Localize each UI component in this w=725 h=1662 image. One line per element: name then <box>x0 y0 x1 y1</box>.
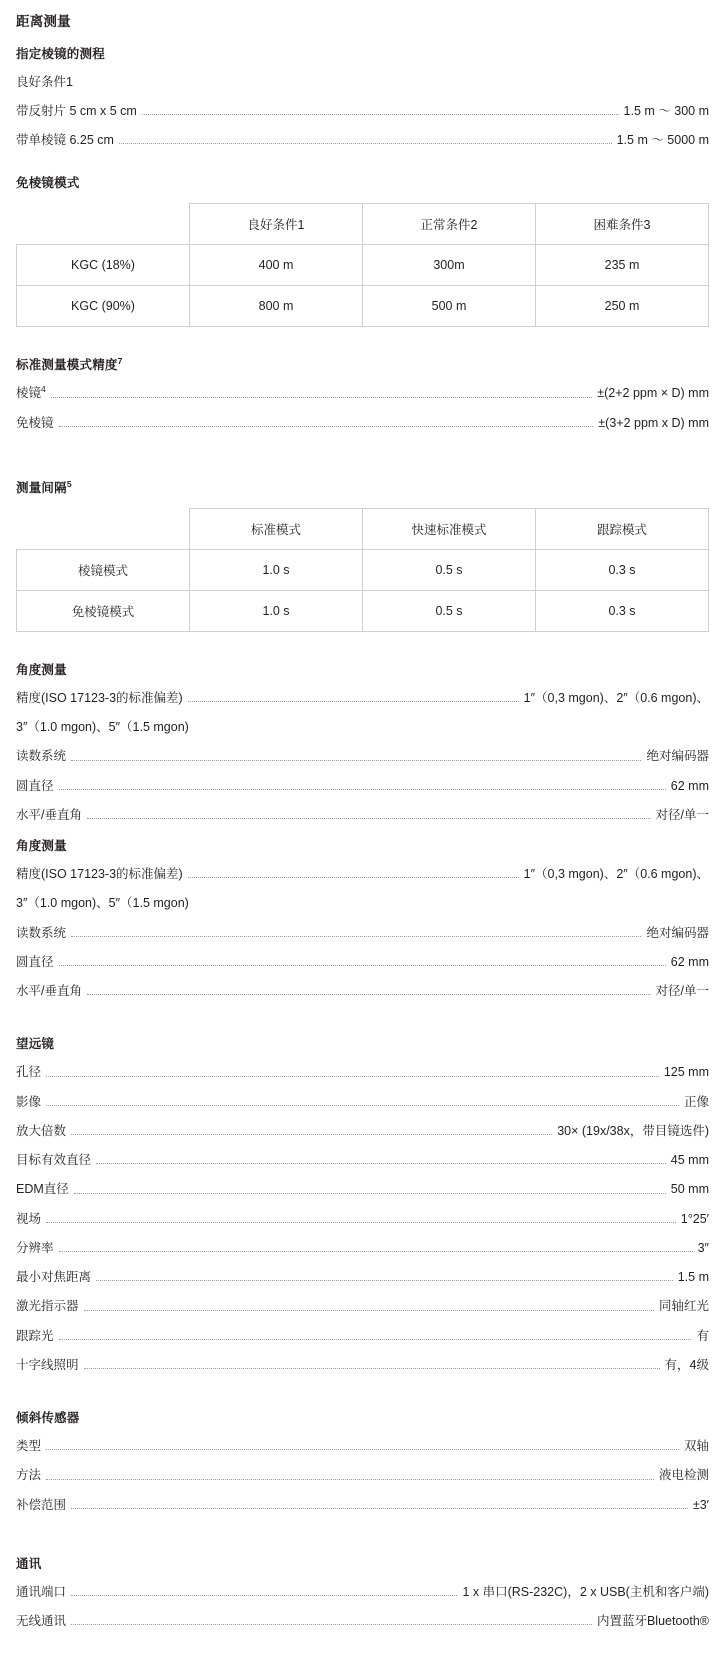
spec-label: 带反射片 5 cm x 5 cm <box>16 103 137 118</box>
table-cell: 500 m <box>363 286 536 327</box>
spec-value: 对径/单一 <box>655 984 709 999</box>
spec-row <box>16 132 709 148</box>
table-header-cell: 正常条件2 <box>363 204 536 245</box>
spec-row <box>16 1123 709 1139</box>
spec-row <box>16 1584 709 1600</box>
leader-dots <box>87 993 651 995</box>
spec-row <box>16 103 709 119</box>
spec-label: 孔径 <box>16 1065 42 1080</box>
leader-dots <box>71 1623 592 1625</box>
spec-label: 通讯端口 <box>16 1584 67 1599</box>
table-cell: 400 m <box>190 245 363 286</box>
spec-value: 1″（0,3 mgon)、2″（0.6 mgon)、 <box>523 690 709 705</box>
spec-value: ±3′ <box>692 1497 709 1512</box>
spec-value: 1 x 串口(RS-232C)，2 x USB(主机和客户端) <box>462 1584 709 1599</box>
spec-label: 精度(ISO 17123-3的标准偏差) <box>16 867 183 882</box>
spec-label: 目标有效直径 <box>16 1153 92 1168</box>
leader-dots <box>71 759 641 761</box>
table-cell: 0.3 s <box>536 590 709 631</box>
spec-value: 45 mm <box>670 1153 709 1168</box>
spec-value: 1°25′ <box>680 1211 709 1226</box>
spec-value: 有 <box>696 1328 709 1343</box>
spec-label: 免棱镜 <box>16 415 54 430</box>
spec-row <box>16 983 709 999</box>
spec-value: 绝对编码器 <box>646 749 709 764</box>
spec-row <box>16 1094 709 1110</box>
section-heading-accuracy-text: 标准测量模式精度 <box>16 358 118 373</box>
table-cell: 0.3 s <box>536 549 709 590</box>
spec-row <box>16 1328 709 1344</box>
spec-label: 水平/垂直角 <box>16 807 82 822</box>
spec-row <box>16 748 709 764</box>
spec-row <box>16 1181 709 1197</box>
leader-dots <box>46 1478 654 1480</box>
spec-label: 分辨率 <box>16 1240 54 1255</box>
table-row-label: 棱镜模式 <box>17 549 190 590</box>
table-cell: 1.0 s <box>190 549 363 590</box>
spec-row <box>16 690 709 706</box>
spec-label: 方法 <box>16 1468 42 1483</box>
table-header-cell: 困难条件3 <box>536 204 709 245</box>
spec-value: 62 mm <box>670 778 709 793</box>
spec-value: 绝对编码器 <box>646 925 709 940</box>
spec-label: 补偿范围 <box>16 1497 67 1512</box>
spec-value: ±(2+2 ppm × D) mm <box>597 386 709 401</box>
spec-row <box>16 1240 709 1256</box>
spec-label: 放大倍数 <box>16 1123 67 1138</box>
table-cell: 1.0 s <box>190 590 363 631</box>
reflectorless-table <box>16 203 709 327</box>
section-heading-accuracy <box>16 355 709 373</box>
leader-dots <box>46 1221 676 1223</box>
table-row <box>17 245 709 286</box>
leader-dots <box>96 1162 666 1164</box>
spec-value: 1.5 m <box>677 1270 709 1285</box>
leader-dots <box>46 1075 659 1077</box>
table-row-label: 免棱镜模式 <box>17 590 190 631</box>
spec-value: 1″（0,3 mgon)、2″（0.6 mgon)、 <box>523 867 709 882</box>
table-row <box>17 286 709 327</box>
table-header-row <box>17 508 709 549</box>
spec-value-continuation: 3″（1.0 mgon)、5″（1.5 mgon) <box>16 720 189 735</box>
leader-dots <box>59 964 666 966</box>
spec-label: 圆直径 <box>16 778 54 793</box>
spec-label: 跟踪光 <box>16 1328 54 1343</box>
spec-label: 读数系统 <box>16 925 67 940</box>
leader-dots <box>59 1338 692 1340</box>
spec-row <box>16 954 709 970</box>
leader-dots <box>59 425 594 427</box>
table-header-row <box>17 204 709 245</box>
footnote-marker: 4 <box>41 384 46 395</box>
spec-value: 同轴红光 <box>658 1299 709 1314</box>
spec-row <box>16 385 709 401</box>
spec-label: 影像 <box>16 1094 42 1109</box>
spec-row <box>16 415 709 431</box>
page-title: 距离测量 <box>16 14 71 29</box>
leader-dots <box>51 396 593 398</box>
leader-dots <box>71 935 641 937</box>
leader-dots <box>46 1104 679 1106</box>
spec-row <box>16 1497 709 1513</box>
spec-value: 125 mm <box>663 1065 709 1080</box>
spec-label: 圆直径 <box>16 954 54 969</box>
table-corner-cell <box>17 508 190 549</box>
table-header-cell: 良好条件1 <box>190 204 363 245</box>
table-row <box>17 549 709 590</box>
leader-dots <box>188 700 519 702</box>
leader-dots <box>188 876 519 878</box>
table-header-cell: 跟踪模式 <box>536 508 709 549</box>
spec-row <box>16 778 709 794</box>
prism-condition-note: 良好条件1 <box>16 75 73 89</box>
section-heading-reflectorless: 免棱镜模式 <box>16 176 80 191</box>
section-heading-angle-2: 角度测量 <box>16 839 67 854</box>
spec-row <box>16 1152 709 1168</box>
spec-row <box>16 1064 709 1080</box>
spec-label: 读数系统 <box>16 749 67 764</box>
spec-row <box>16 1438 709 1454</box>
spec-value: ±(3+2 ppm x D) mm <box>598 415 709 430</box>
leader-dots <box>96 1279 673 1281</box>
spec-row <box>16 1298 709 1314</box>
spec-value: 有，4级 <box>664 1357 709 1372</box>
spec-label: EDM直径 <box>16 1182 69 1197</box>
leader-dots <box>119 142 612 144</box>
spec-value: 3″ <box>697 1240 709 1255</box>
table-cell: 250 m <box>536 286 709 327</box>
spec-row <box>16 925 709 941</box>
spec-label: 视场 <box>16 1211 42 1226</box>
spec-value: 对径/单一 <box>655 807 709 822</box>
spec-value: 62 mm <box>670 954 709 969</box>
spec-label: 无线通讯 <box>16 1614 67 1629</box>
spec-row <box>16 1269 709 1285</box>
leader-dots <box>71 1133 552 1135</box>
spec-row <box>16 1467 709 1483</box>
spec-label: 激光指示器 <box>16 1299 79 1314</box>
spec-value-continuation: 3″（1.0 mgon)、5″（1.5 mgon) <box>16 896 189 911</box>
spec-value: 液电检测 <box>658 1468 709 1483</box>
footnote-marker: 5 <box>66 478 72 489</box>
spec-label: 精度(ISO 17123-3的标准偏差) <box>16 690 183 705</box>
table-header-cell: 快速标准模式 <box>363 508 536 549</box>
section-heading-communication: 通讯 <box>16 1556 42 1571</box>
leader-dots <box>87 817 651 819</box>
leader-dots <box>46 1448 679 1450</box>
footnote-marker: 7 <box>117 356 123 367</box>
spec-row <box>16 807 709 823</box>
section-heading-interval-text: 测量间隔 <box>16 480 67 495</box>
section-heading-telescope: 望远镜 <box>16 1037 55 1052</box>
table-row <box>17 590 709 631</box>
spec-label: 类型 <box>16 1439 42 1454</box>
table-cell: 0.5 s <box>363 590 536 631</box>
spec-value: 双轴 <box>683 1439 709 1454</box>
table-row-label: KGC (18%) <box>17 245 190 286</box>
table-corner-cell <box>17 204 190 245</box>
spec-value: 30× (19x/38x，带目镜选件) <box>557 1123 709 1138</box>
table-cell: 0.5 s <box>363 549 536 590</box>
spec-row <box>16 1357 709 1373</box>
spec-label: 最小对焦距离 <box>16 1270 92 1285</box>
spec-value: 1.5 m ～ 300 m <box>623 103 709 118</box>
spec-value: 正像 <box>683 1094 709 1109</box>
table-row-label: KGC (90%) <box>17 286 190 327</box>
spec-label: 带单棱镜 6.25 cm <box>16 133 114 148</box>
section-heading-tilt-sensor: 倾斜传感器 <box>16 1411 80 1426</box>
leader-dots <box>74 1192 666 1194</box>
spec-value: 1.5 m ～ 5000 m <box>616 133 709 148</box>
leader-dots <box>71 1594 457 1596</box>
spec-label: 水平/垂直角 <box>16 984 82 999</box>
section-heading-interval <box>16 478 709 496</box>
table-cell: 235 m <box>536 245 709 286</box>
spec-label: 棱镜 <box>16 386 42 401</box>
interval-table <box>16 508 709 632</box>
table-cell: 800 m <box>190 286 363 327</box>
spec-value: 50 mm <box>670 1182 709 1197</box>
leader-dots <box>71 1507 688 1509</box>
leader-dots <box>84 1367 660 1369</box>
table-cell: 300m <box>363 245 536 286</box>
leader-dots <box>59 1250 693 1252</box>
spec-value: 内置蓝牙Bluetooth® <box>596 1614 709 1629</box>
spec-row <box>16 1211 709 1227</box>
leader-dots <box>142 113 619 115</box>
section-heading-angle-1: 角度测量 <box>16 662 67 677</box>
leader-dots <box>84 1309 654 1311</box>
table-header-cell: 标准模式 <box>190 508 363 549</box>
spec-row <box>16 866 709 882</box>
leader-dots <box>59 788 666 790</box>
spec-label: 十字线照明 <box>16 1357 79 1372</box>
section-heading-prism: 指定棱镜的测程 <box>16 47 105 61</box>
